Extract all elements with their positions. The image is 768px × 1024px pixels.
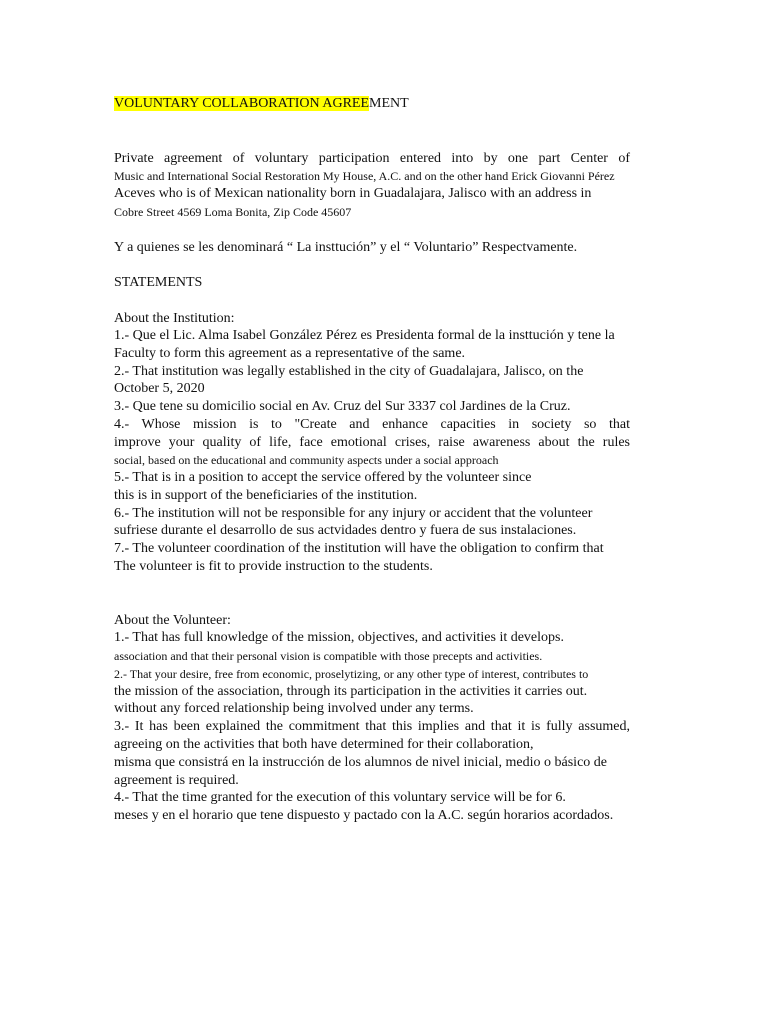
volunteer-line: association and that their personal vision is compatible with those precepts and activities.: [114, 649, 543, 663]
statements-heading: STATEMENTS: [114, 275, 203, 290]
intro-line: Private agreement of voluntary participation entered into by one part Center of: [114, 151, 630, 166]
intro-line: Music and International Social Restoration My House, A.C. and on the other hand Erick Giovanni Pérez: [114, 169, 615, 183]
institution-line: Faculty to form this agreement as a representative of the same.: [114, 346, 466, 361]
volunteer-line: agreeing on the activities that both have determined for their collaboration,: [114, 737, 534, 752]
institution-line: social, based on the educational and community aspects under a social approach: [114, 453, 499, 467]
institution-heading: About the Institution:: [114, 311, 235, 326]
volunteer-line: meses y en el horario que tene dispuesto y pactado con la A.C. según horarios acordados.: [114, 808, 614, 823]
volunteer-line: 4.- That the time granted for the execution of this voluntary service will be for 6.: [114, 790, 566, 805]
institution-line: 5.- That is in a position to accept the service offered by the volunteer since: [114, 470, 532, 485]
institution-line: sufriese durante el desarrollo de sus actvidades dentro y fuera de sus instalaciones.: [114, 523, 577, 538]
intro-line: Cobre Street 4569 Loma Bonita, Zip Code 45607: [114, 205, 352, 219]
institution-line: 7.- The volunteer coordination of the institution will have the obligation to confirm that: [114, 541, 604, 556]
title-rest: MENT: [369, 96, 409, 111]
institution-line: improve your quality of life, face emotional crises, raise awareness about the rules: [114, 435, 630, 450]
volunteer-line: 3.- It has been explained the commitment that this implies and that it is fully assumed,: [114, 719, 630, 734]
volunteer-line: 2.- That your desire, free from economic, proselytizing, or any other type of interest, contributes to: [114, 667, 589, 681]
institution-line: 3.- Que tene su domicilio social en Av. Cruz del Sur 3337 col Jardines de la Cruz.: [114, 399, 571, 414]
institution-line: this is in support of the beneficiaries of the institution.: [114, 488, 418, 503]
intro-line: Aceves who is of Mexican nationality born in Guadalajara, Jalisco with an address in: [114, 186, 592, 201]
institution-line: 1.- Que el Lic. Alma Isabel González Pérez es Presidenta formal de la insttución y tene la: [114, 328, 615, 343]
volunteer-line: agreement is required.: [114, 773, 239, 788]
institution-line: 6.- The institution will not be responsible for any injury or accident that the volunteer: [114, 506, 593, 521]
document-title: [114, 95, 409, 113]
volunteer-line: the mission of the association, through its participation in the activities it carries out.: [114, 684, 588, 699]
volunteer-line: 1.- That has full knowledge of the mission, objectives, and activities it develops.: [114, 630, 564, 645]
institution-line: The volunteer is fit to provide instruction to the students.: [114, 559, 433, 574]
volunteer-heading: About the Volunteer:: [114, 613, 231, 628]
volunteer-line: without any forced relationship being involved under any terms.: [114, 701, 474, 716]
designation-line: Y a quienes se les denominará “ La insttución” y el “ Voluntario” Respectvamente.: [114, 240, 578, 255]
institution-line: 2.- That institution was legally established in the city of Guadalajara, Jalisco, on the: [114, 364, 584, 379]
title-highlighted: VOLUNTARY COLLABORATION AGREE: [114, 96, 370, 111]
institution-line: 4.- Whose mission is to "Create and enhance capacities in society so that: [114, 417, 630, 432]
volunteer-line: misma que consistrá en la instrucción de los alumnos de nivel inicial, medio o básico de: [114, 755, 607, 770]
institution-line: October 5, 2020: [114, 381, 205, 396]
